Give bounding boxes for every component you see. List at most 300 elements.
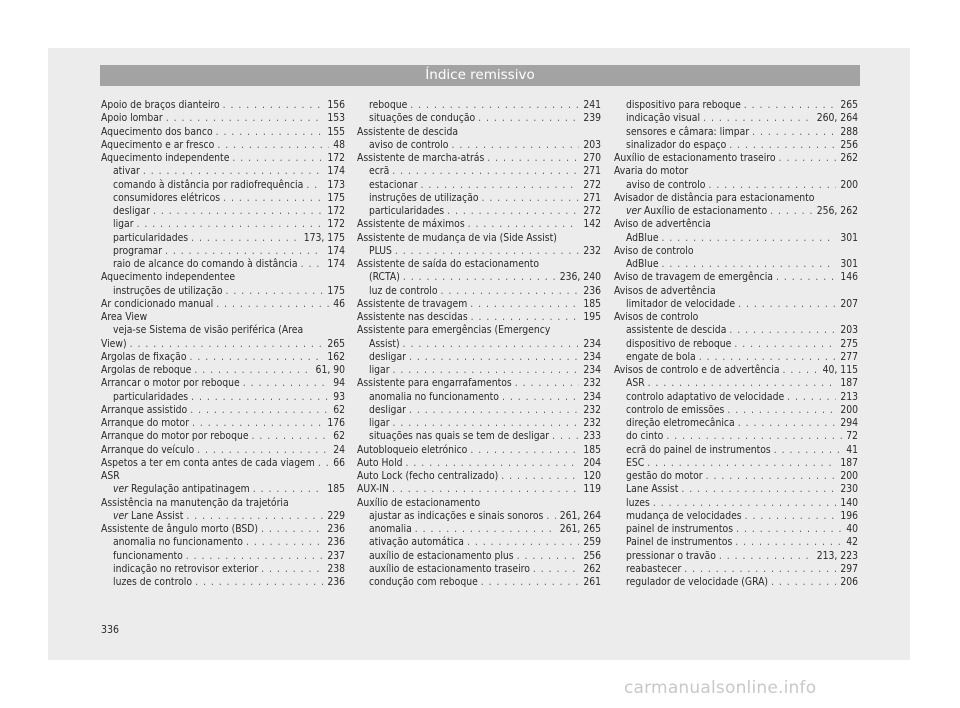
entry-page-ref: 174 [327,165,345,178]
index-entry [614,179,858,192]
dot-leader [393,417,580,430]
dot-leader [189,351,323,364]
index-entry [101,179,345,192]
entry-term [369,430,552,443]
entry-page-ref: 301 [840,231,858,244]
entry-page-ref: 172 [327,205,345,217]
entry-page-ref: 261 [583,576,601,588]
dot-leader [779,152,837,165]
index-entry [614,417,858,430]
entry-page-ref: 236 [583,284,601,297]
dot-leader [261,523,323,536]
index-entry [614,126,858,139]
entry-term-text: anomalia no funcionamento [369,390,499,403]
index-entry [357,536,601,549]
entry-term [357,311,471,324]
entry-term-text: situações de condução [369,112,476,125]
entry-term [626,576,771,589]
dot-leader [501,470,579,483]
entry-term [369,165,392,178]
index-heading: Assistente para emergências (Emergency [357,324,551,337]
entry-term-text: engate de bola [626,350,696,363]
entry-term [101,152,232,165]
entry-term-text: sinalizador do espaço [626,138,727,151]
index-entry [614,205,858,218]
entry-term-text: Painel de instrumentos [626,536,733,549]
index-entry [614,338,858,351]
entry-term [101,523,261,536]
index-heading: Avaria do motor [614,165,689,178]
entry-term-text: funcionamento [113,549,183,562]
dot-leader [734,338,836,351]
dot-leader [406,457,580,470]
entry-term-text: Auxílio de estacionamento [643,205,768,217]
index-entry [101,126,345,139]
index-entry [357,218,601,231]
entry-page-ref: 93 [333,390,345,403]
entry-term [369,576,481,589]
entry-term [113,179,306,192]
index-entry [614,510,858,523]
entry-page-ref: 172 [327,218,345,231]
entry-term [626,99,744,112]
entry-page-ref: 261, 264 [559,509,601,522]
entry-term-text: raio de alcance do comando à distância [113,258,298,270]
index-entry [101,523,345,536]
index-column-2 [357,99,601,589]
index-entry [614,430,858,443]
index-entry [101,338,345,351]
dot-leader [744,99,837,112]
index-heading: Assistente de saída do estacionamento [357,258,540,270]
entry-page-ref: 48 [333,138,345,151]
index-entry [101,563,345,576]
dot-leader [306,179,323,192]
dot-leader [451,139,579,152]
entry-term [101,112,166,125]
index-entry [357,457,601,470]
entry-page-ref: 185 [583,297,601,310]
entry-page-ref: 174 [327,244,345,257]
entry-page-ref: 204 [583,456,601,469]
entry-term-text: reabastecer [626,562,682,575]
entry-term-text: AUX-IN [357,483,389,496]
entry-page-ref: 275 [840,337,858,350]
index-entry [614,99,858,112]
entry-term [357,457,406,470]
index-entry [101,232,345,245]
index-entry [614,536,858,549]
index-entry [614,232,858,245]
entry-page-ref: 237 [327,549,345,562]
entry-term [626,457,647,470]
entry-term-text: Regulação antipatinagem [130,483,250,496]
entry-term [113,550,186,563]
index-entry [614,563,858,576]
entry-page-ref: 256 [840,138,858,151]
entry-term-text: Assistente de travagem [357,297,468,310]
entry-term-text: instruções de utilização [113,284,223,297]
entry-term [113,232,191,245]
dot-leader [666,430,842,443]
entry-term [357,470,501,483]
dot-leader [166,112,324,125]
entry-page-ref: 156 [327,99,345,111]
entry-term-text: Avisos de controlo e de advertência [614,364,780,376]
entry-term-text: AdBlue [626,231,659,244]
dot-leader [409,351,579,364]
dot-leader [467,536,579,549]
entry-page-ref: 232 [583,417,601,429]
entry-term-text: Assistente de ângulo morto (BSD) [101,523,259,535]
entry-term-text: Arranque do motor [101,417,189,429]
index-heading: Avisos de controlo [614,311,699,323]
entry-page-ref: 301 [840,258,858,270]
entry-term [614,271,776,284]
entry-term [113,510,186,523]
entry-page-ref: 239 [583,112,601,125]
entry-term-text: gestão do motor [626,470,703,482]
entry-page-ref: 42 [846,536,858,549]
entry-term-text: indicação visual [626,112,701,125]
index-entry [101,205,345,218]
entry-term [369,563,533,576]
entry-page-ref: 270 [583,152,601,164]
entry-page-ref: 173, 175 [303,231,345,244]
index-entry [357,285,601,298]
entry-page-ref: 162 [327,350,345,363]
index-heading: Assistente de descida [357,125,459,138]
dot-leader [681,483,836,496]
entry-term [101,351,189,364]
entry-term-text: Aquecimento dos banco [101,125,213,138]
dot-leader [703,112,813,125]
index-entry [357,510,601,523]
dot-leader [470,444,579,457]
entry-term-text: limitador de velocidade [626,297,736,310]
entry-term [626,139,729,152]
index-entry [101,99,345,112]
index-entry [357,112,601,125]
entry-term [113,391,191,404]
entry-page-ref: 261, 265 [559,523,601,535]
entry-term [626,563,684,576]
index-entry [101,404,345,417]
entry-term [357,444,470,457]
dot-leader [194,364,311,377]
index-entry [101,536,345,549]
dot-leader [186,510,323,523]
index-entry [614,457,858,470]
entry-page-ref: 41 [846,443,858,456]
index-entry [357,483,601,496]
entry-term-text: reboque [369,99,408,111]
entry-page-ref: 232 [583,403,601,416]
index-entry [357,205,601,218]
index-entry [357,417,601,430]
entry-page-ref: 24 [333,443,345,456]
entry-term-text: anomalia no funcionamento [113,536,243,549]
entry-page-ref: 146 [840,271,858,284]
index-entry [357,430,601,443]
entry-term-text: anomalia [369,523,412,535]
index-heading: Area View [101,311,148,323]
entry-page-ref: 62 [333,430,345,443]
entry-page-ref: 187 [840,377,858,390]
dot-leader [738,417,837,430]
entry-term-text: Assistente de marcha-atrás [357,152,485,164]
index-entry [357,563,601,576]
index-entry [614,404,858,417]
entry-page-ref: 40, 115 [822,364,858,376]
entry-term [626,391,787,404]
entry-page-ref: 175 [327,284,345,297]
dot-leader [261,563,323,576]
dot-leader [478,112,579,125]
dot-leader [648,377,837,390]
entry-page-ref: 94 [333,377,345,390]
entry-page-ref: 288 [840,125,858,138]
entry-term [101,126,216,139]
entry-page-ref: 236, 240 [559,271,601,284]
index-entry [614,444,858,457]
entry-term-text: ativar [113,165,140,178]
index-entry [357,470,601,483]
dot-leader [403,338,580,351]
dot-leader [774,444,842,457]
entry-term [626,179,708,192]
entry-term [614,364,783,377]
index-entry [357,271,601,284]
entry-term-text: ecrã do painel de instrumentos [626,443,771,456]
entry-term [369,351,409,364]
entry-term-text: instruções de utilização [369,191,479,204]
entry-term [369,285,441,298]
index-entry [614,351,858,364]
index-heading: Aviso de advertência [614,218,711,231]
index-entry [614,377,858,390]
dot-leader [684,563,836,576]
entry-page-ref: 265 [327,337,345,350]
entry-term [369,510,546,523]
entry-term [357,298,470,311]
entry-page-ref: 241 [583,99,601,111]
dot-leader [392,165,579,178]
dot-leader [752,126,836,139]
entry-page-ref: 200 [840,470,858,482]
dot-leader [647,457,836,470]
index-entry [357,165,601,178]
index-entry [101,351,345,364]
dot-leader [216,126,324,139]
entry-term-text: Arranque do veículo [101,443,195,456]
dot-leader [719,550,813,563]
dot-leader [738,298,836,311]
entry-term [101,417,192,430]
entry-page-ref: 260, 264 [816,112,858,125]
entry-term-text: particularidades [113,390,189,403]
entry-term-text: Aquecimento independente [101,152,230,164]
entry-term-text: desligar [369,403,406,416]
dot-leader [482,192,580,205]
entry-page-ref: 155 [327,125,345,138]
dot-leader [653,497,836,510]
index-entry [357,311,601,324]
entry-term [369,99,410,112]
entry-term [369,536,467,549]
entry-term [101,364,194,377]
index-entry [357,576,601,589]
dot-leader [468,218,580,231]
entry-term [626,536,735,549]
index-entry [357,351,601,364]
index-heading: Aquecimento independentee [101,271,236,284]
entry-term [626,232,662,245]
entry-term [113,218,137,231]
entry-page-ref: 176 [327,417,345,429]
entry-term-text: ESC [626,456,645,469]
entry-term-text: luz de controlo [369,284,438,297]
entry-term-text: controlo adaptativo de velocidade [626,390,785,403]
entry-term [369,550,517,563]
index-heading: Aviso de controlo [614,244,694,257]
entry-term [113,576,195,589]
entry-term [369,338,403,351]
entry-page-ref: 271 [583,165,601,178]
entry-term-text: Ar condicionado manual [101,297,214,310]
dot-leader [226,285,324,298]
index-entry [357,192,601,205]
entry-term [101,444,197,457]
entry-term [101,99,223,112]
entry-term-text: Assistente de máximos [357,218,465,231]
dot-leader [395,245,579,258]
dot-leader [447,205,579,218]
entry-term-text: programar [113,244,163,257]
entry-term-text: direção eletromecânica [626,417,735,429]
entry-term-text: Aviso de travagem de emergência [614,271,773,284]
dot-leader [410,99,579,112]
dot-leader [783,364,819,377]
entry-term [369,417,393,430]
index-column-3 [614,99,858,589]
dot-leader [481,576,580,589]
entry-see-ref: ver [113,483,128,496]
entry-term [369,139,451,152]
index-entry [101,391,345,404]
index-entry [614,298,858,311]
index-entry [357,99,601,112]
entry-page-ref: 271 [583,191,601,204]
entry-term [369,205,447,218]
entry-term-text: situações nas quais se tem de desligar [369,430,550,443]
entry-page-ref: 62 [333,403,345,416]
dot-leader [487,152,579,165]
dot-leader [735,536,842,549]
index-entry [101,152,345,165]
index-entry [101,139,345,152]
dot-leader [246,536,323,549]
entry-page-ref: 185 [327,483,345,496]
entry-term-text: ecrã [369,165,390,178]
entry-page-ref: 262 [583,562,601,575]
index-entry [357,523,601,536]
index-entry [101,377,345,390]
entry-page-ref: 203 [840,324,858,337]
entry-term [369,391,502,404]
entry-page-ref: 172 [327,152,345,164]
entry-page-ref: 213, 223 [816,549,858,562]
entry-term-text: condução com reboque [369,576,478,588]
entry-term [357,218,468,231]
entry-term-text: ativação automática [369,536,464,549]
entry-term [369,192,482,205]
dot-leader [517,550,580,563]
entry-term [626,338,734,351]
entry-page-ref: 236 [327,536,345,549]
entry-term-text: Auto Lock (fecho centralizado) [357,470,499,482]
index-heading: Avisos de advertência [614,284,716,297]
dot-leader [502,391,579,404]
entry-term-text: do cinto [626,430,664,443]
watermark: carmanualsonline.info [624,678,817,698]
dot-leader [699,351,837,364]
dot-leader [662,258,837,271]
dot-leader [217,139,329,152]
entry-term [369,112,478,125]
dot-leader [393,364,580,377]
entry-term-text: Argolas de fixação [101,350,187,363]
index-entry [357,152,601,165]
index-entry [101,192,345,205]
entry-page-ref: 272 [583,205,601,217]
entry-page-ref: 203 [583,138,601,151]
index-entry [101,112,345,125]
entry-term [626,377,648,390]
index-heading: ASR [101,470,120,482]
entry-page-ref: 142 [583,218,601,231]
entry-page-ref: 196 [840,509,858,522]
entry-term [101,457,318,470]
dot-leader [216,298,329,311]
dot-leader [441,285,580,298]
index-entry [101,285,345,298]
entry-page-ref: 195 [583,311,601,323]
dot-leader [301,258,324,271]
entry-term-text: auxílio de estacionamento traseiro [369,562,530,575]
dot-leader [776,271,836,284]
entry-term [101,298,216,311]
entry-term-text: desligar [113,205,150,217]
dot-leader [470,298,579,311]
entry-term [626,470,706,483]
index-entry [614,258,858,271]
entry-term-text: particularidades [369,205,445,217]
index-entry [101,510,345,523]
entry-term-text: Aquecimento e ar fresco [101,138,215,151]
dot-leader [130,338,324,351]
dot-leader [421,179,580,192]
entry-term-text: ligar [369,417,390,429]
entry-page-ref: 236 [327,576,345,588]
entry-term-text: aviso de controlo [626,178,706,191]
dot-leader [729,324,836,337]
entry-term [357,152,487,165]
entry-term [113,483,253,496]
dot-leader [415,523,556,536]
index-entry [101,430,345,443]
entry-term-text: pressionar o travão [626,549,716,562]
